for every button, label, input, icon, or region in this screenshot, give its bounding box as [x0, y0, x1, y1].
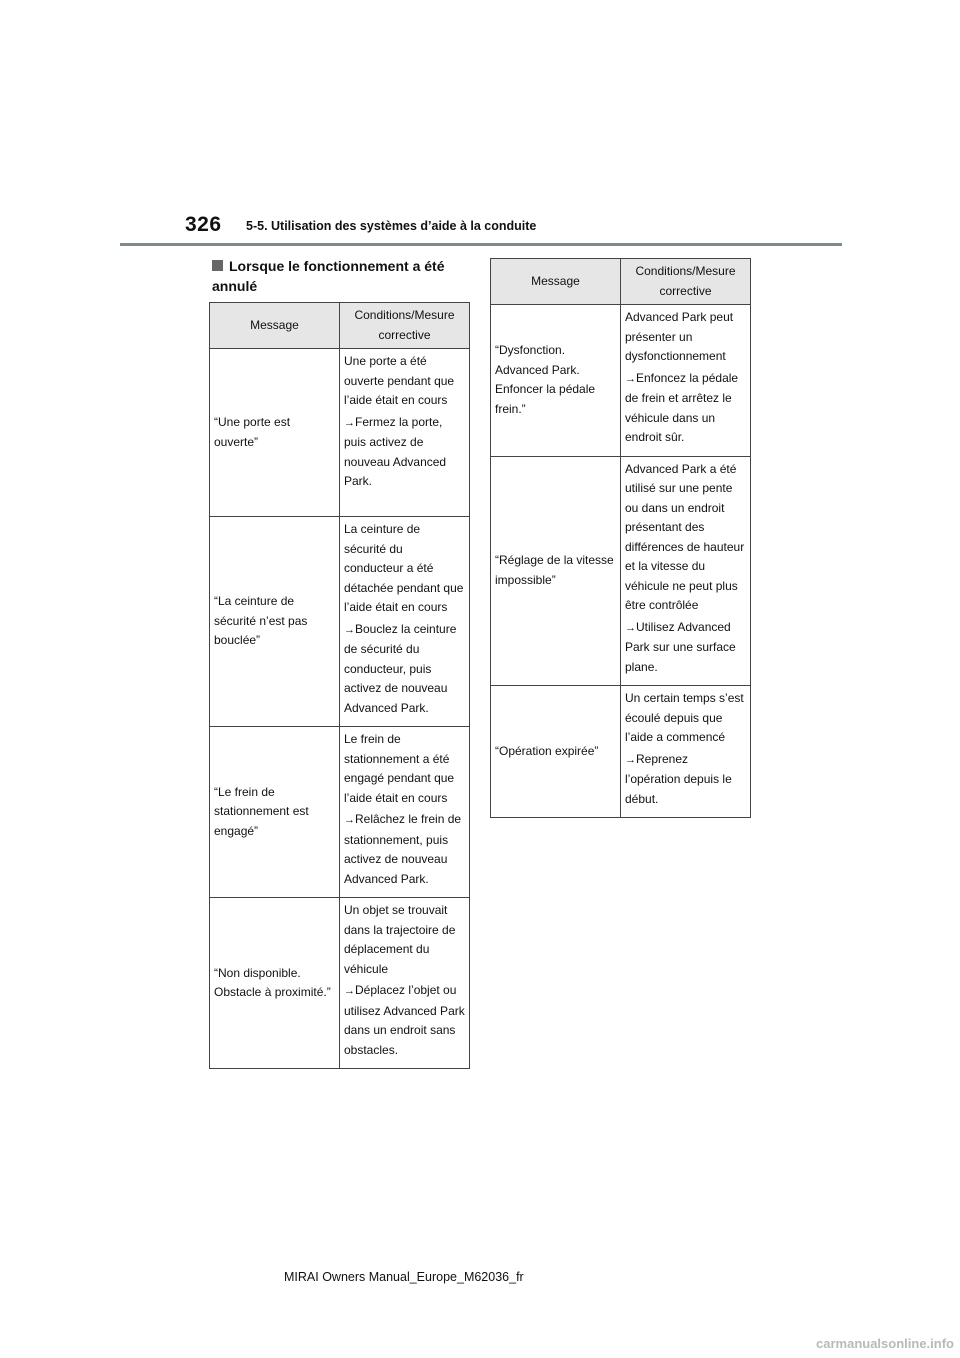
message-cell: “Non disponible. Obstacle à proximité.”	[210, 898, 340, 1069]
action-line	[344, 620, 465, 719]
subheading-text: Lorsque le fonctionnement a été annulé	[212, 258, 445, 294]
arrow-icon: →	[344, 416, 355, 429]
condition-cell	[340, 727, 470, 898]
square-bullet-icon	[212, 260, 223, 271]
action-text: Relâchez le frein de stationnement, puis activez de nouveau Advanced Park.	[344, 812, 462, 886]
arrow-icon: →	[625, 372, 636, 385]
subheading	[212, 256, 472, 296]
arrow-icon: →	[344, 814, 355, 826]
arrow-icon: →	[344, 985, 355, 997]
condition-cell	[340, 517, 470, 727]
action-line	[625, 750, 746, 810]
header-conditions: Conditions/Mesure corrective	[340, 303, 470, 349]
condition-text: Un certain temps s’est écoulé depuis que l’aide a commencé	[625, 691, 744, 744]
action-text: Fermez la porte, puis activez de nouveau Advanced Park.	[344, 414, 447, 488]
condition-text: La ceinture de sécurité du conducteur a été détachée pendant que l’aide était en cours	[344, 522, 464, 614]
arrow-icon: →	[625, 621, 636, 634]
table-row	[210, 727, 470, 898]
message-cell: “Une porte est ouverte”	[210, 349, 340, 517]
table-header-row	[210, 303, 470, 349]
condition-cell	[621, 686, 751, 818]
table-row	[210, 898, 470, 1069]
message-cell: “Dysfonction. Advanced Park. Enfoncer la pédale frein.”	[491, 305, 621, 457]
action-text: Reprenez l’opération depuis le début.	[625, 751, 732, 806]
action-line	[625, 369, 746, 448]
condition-cell	[621, 305, 751, 457]
message-table-left	[209, 302, 470, 1069]
condition-text: Un objet se trouvait dans la trajectoire de déplacement du véhicule	[344, 903, 456, 976]
condition-text: Une porte a été ouverte pendant que l’aide était en cours	[344, 354, 455, 407]
condition-text: Advanced Park peut présenter un dysfonctionnement	[625, 310, 734, 363]
header-message: Message	[491, 259, 621, 305]
header-conditions: Conditions/Mesure corrective	[621, 259, 751, 305]
message-cell: “La ceinture de sécurité n’est pas bouclée”	[210, 517, 340, 727]
action-text: Utilisez Advanced Park sur une surface plane.	[625, 619, 736, 674]
table-row	[210, 517, 470, 727]
message-table-right	[490, 258, 751, 818]
condition-cell	[340, 349, 470, 517]
condition-text: Advanced Park a été utilisé sur une pente ou dans un endroit présentant des différences de hauteur et la vitesse du véhicule ne peut plus être contrôlée	[625, 461, 745, 612]
watermark: carmanualsonline.info	[816, 1336, 954, 1351]
header-rule	[120, 243, 842, 246]
action-text: Bouclez la ceinture de sécurité du conducteur, puis activez de nouveau Advanced Park.	[344, 621, 457, 715]
table-row	[491, 686, 751, 818]
message-cell: “Opération expirée”	[491, 686, 621, 818]
message-cell: “Réglage de la vitesse impossible”	[491, 456, 621, 686]
action-line	[344, 413, 465, 492]
action-line	[344, 810, 465, 889]
page-number: 326	[185, 213, 222, 236]
table-row	[491, 456, 751, 686]
condition-text: Le frein de stationnement a été engagé pendant que l’aide était en cours	[344, 732, 455, 805]
table-row	[491, 305, 751, 457]
header-message: Message	[210, 303, 340, 349]
action-line	[344, 981, 465, 1060]
action-text: Déplacez l’objet ou utilisez Advanced Park dans un endroit sans obstacles.	[344, 983, 465, 1057]
arrow-icon: →	[625, 753, 636, 766]
condition-cell	[340, 898, 470, 1069]
table-row	[210, 349, 470, 517]
arrow-icon: →	[344, 623, 355, 636]
message-cell: “Le frein de stationnement est engagé”	[210, 727, 340, 898]
condition-cell	[621, 456, 751, 686]
action-line	[625, 618, 746, 678]
action-text: Enfoncez la pédale de frein et arrêtez le véhicule dans un endroit sûr.	[625, 370, 739, 444]
table-header-row	[491, 259, 751, 305]
section-title: 5-5. Utilisation des systèmes d’aide à la conduite	[246, 219, 537, 233]
footer-manual-id: MIRAI Owners Manual_Europe_M62036_fr	[284, 1270, 524, 1284]
